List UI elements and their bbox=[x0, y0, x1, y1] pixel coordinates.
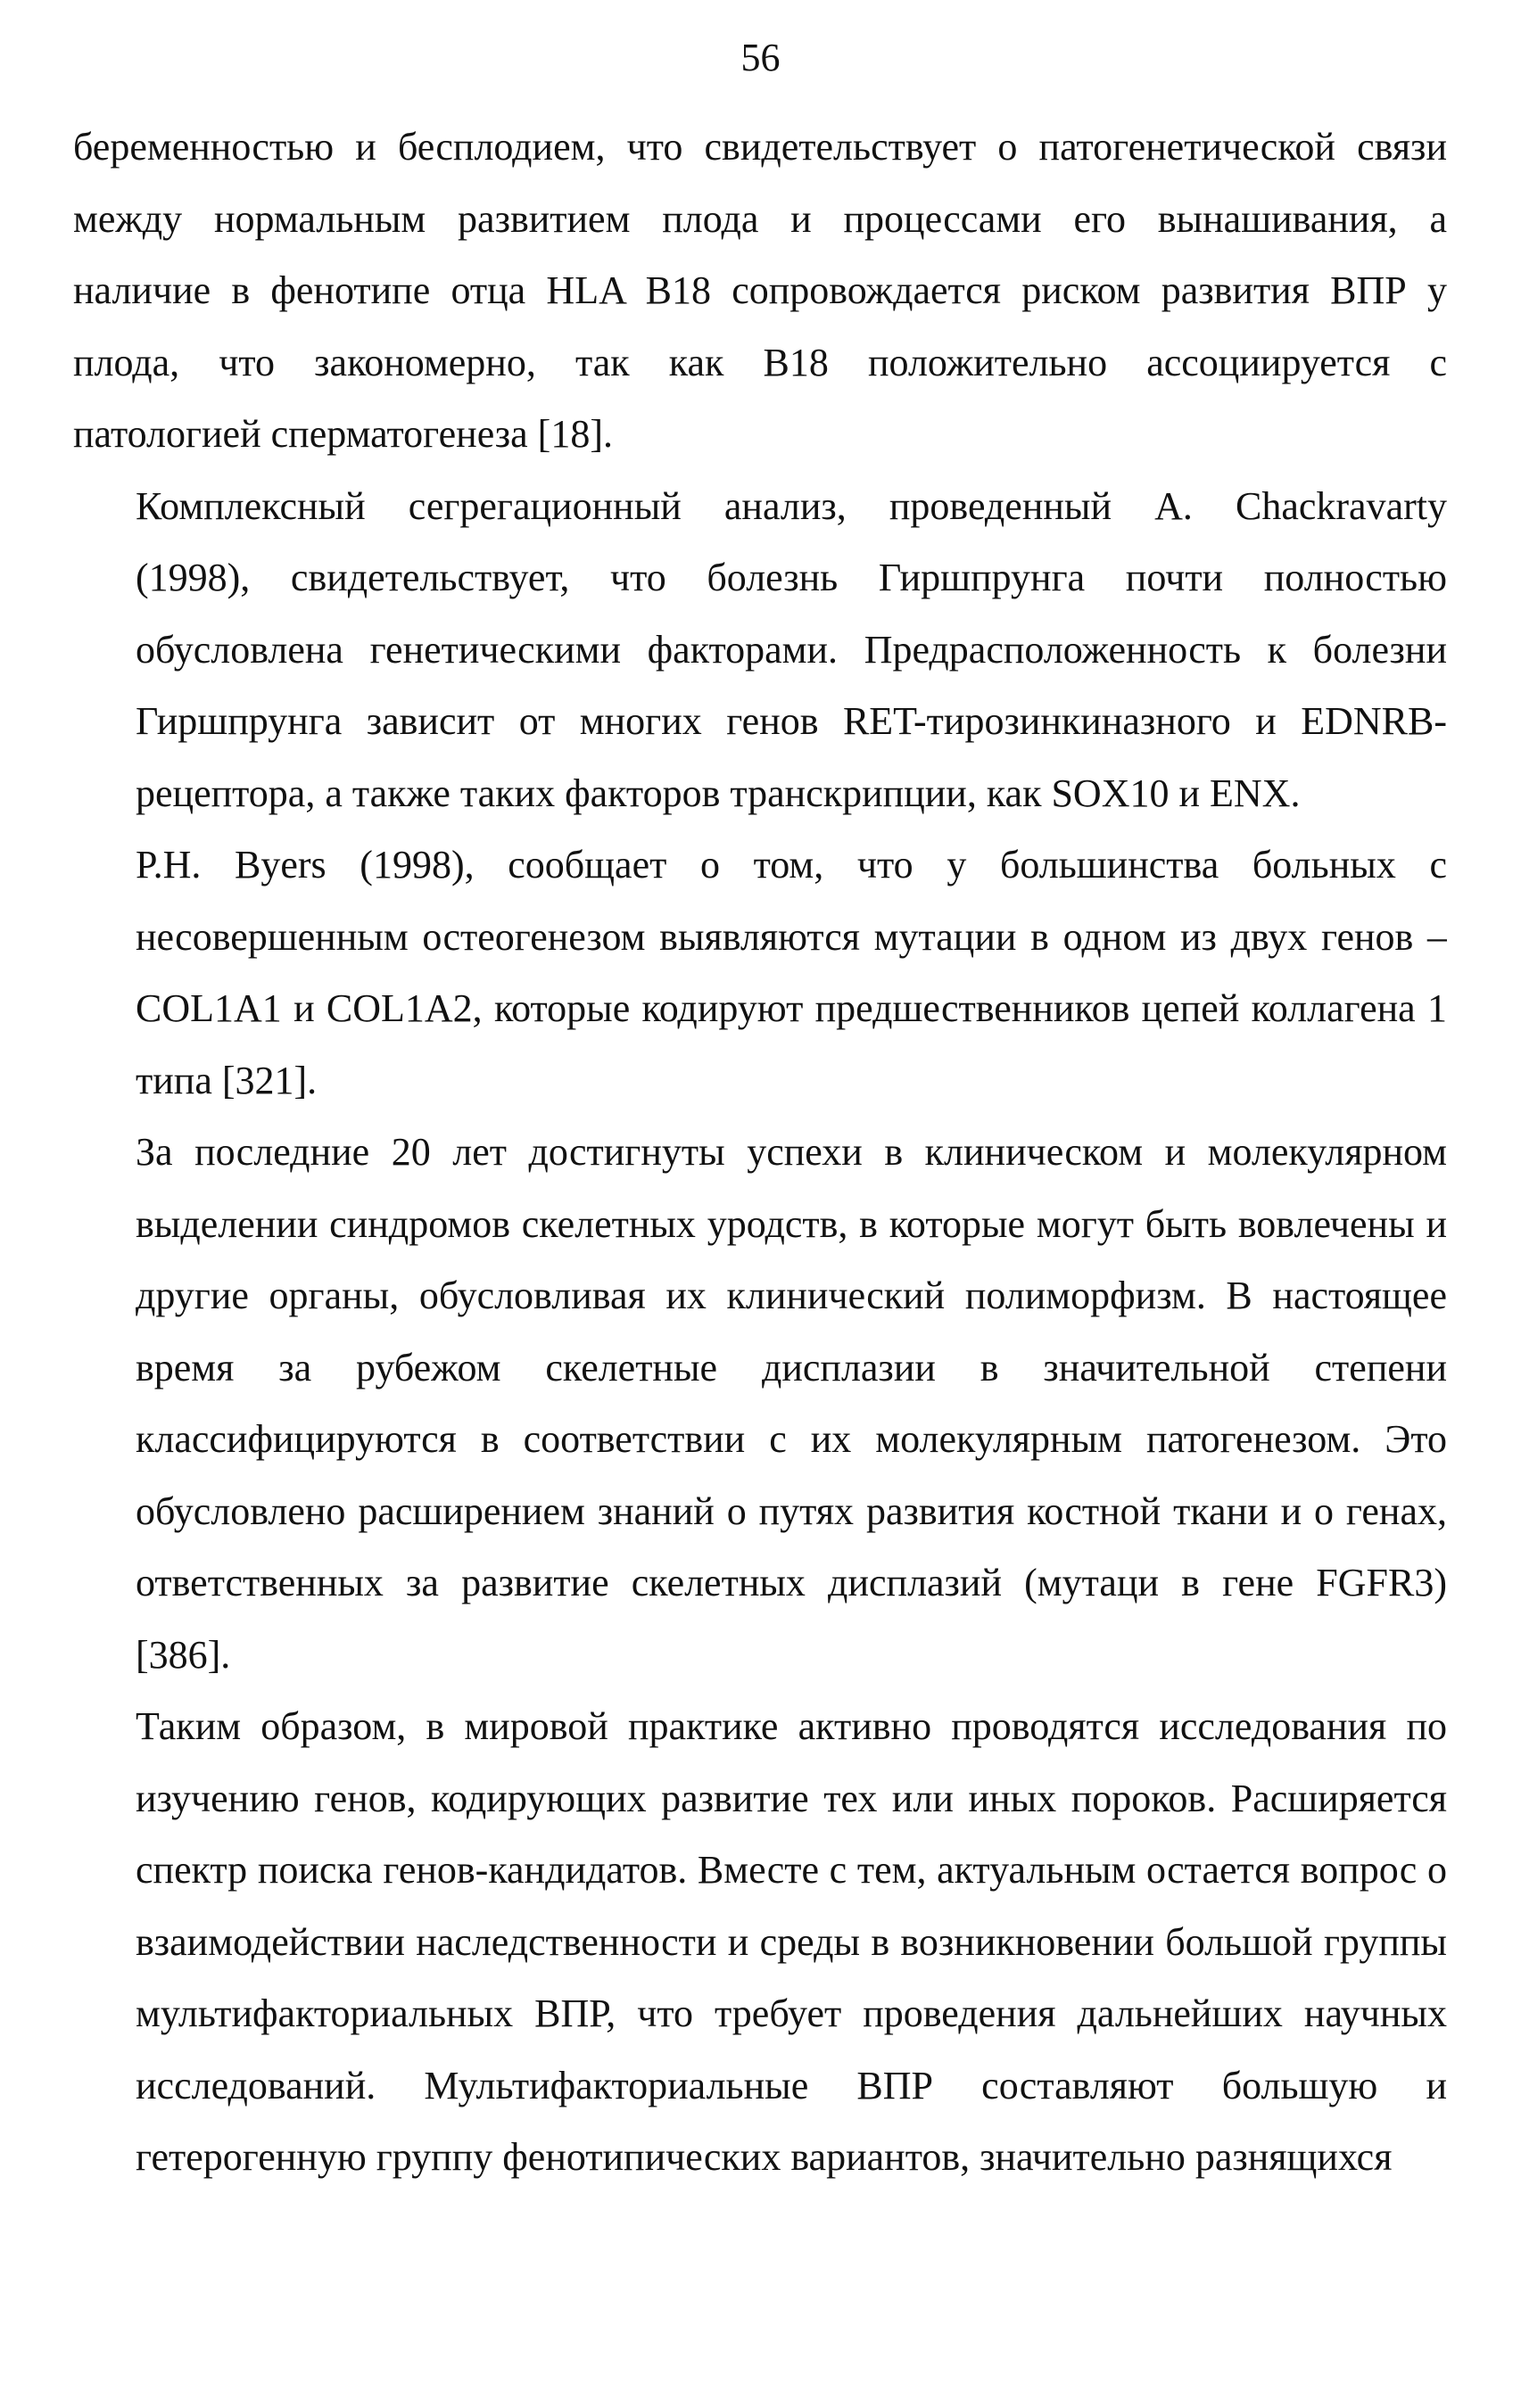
text-line: плода, что закономерно, так как B18 положительно ассоциируется с bbox=[73, 340, 1447, 384]
paragraph bbox=[73, 111, 1447, 471]
text-line: патологией сперматогенеза [18]. bbox=[73, 412, 613, 456]
text-line: другие органы, обусловливая их клинический полиморфизм. В настоящее bbox=[136, 1274, 1447, 1317]
text-line: беременностью и бесплодием, что свидетельствует о патогенетической связи bbox=[73, 125, 1447, 169]
text-line: [386]. bbox=[136, 1632, 231, 1677]
text-line: классифицируются в соответствии с их молекулярным патогенезом. Это bbox=[136, 1417, 1447, 1461]
text-line: гетерогенную группу фенотипических вариантов, значительно разнящихся bbox=[136, 2135, 1393, 2179]
text-line: мультифакториальных ВПР, что требует проведения дальнейших научных bbox=[136, 1992, 1447, 2035]
text-line: ответственных за развитие скелетных дисплазий (мутаци в гене FGFR3) bbox=[136, 1561, 1447, 1604]
text-line: несовершенным остеогенезом выявляются мутации в одном из двух генов – bbox=[136, 914, 1447, 959]
paragraph bbox=[73, 1117, 1447, 1691]
paragraph bbox=[73, 829, 1447, 1117]
text-line: наличие в фенотипе отца HLA B18 сопровождается риском развития ВПР у bbox=[73, 268, 1447, 312]
text-line: исследований. Мультифакториальные ВПР составляют большую и bbox=[136, 2063, 1447, 2107]
text-line: выделении синдромов скелетных уродств, в которые могут быть вовлечены и bbox=[136, 1201, 1447, 1246]
text-line: обусловлено расширением знаний о путях развития костной ткани и о генах, bbox=[136, 1489, 1447, 1533]
text-line: время за рубежом скелетные дисплазии в значительной степени bbox=[136, 1345, 1447, 1390]
text-line: P.H. Byers (1998), сообщает о том, что у большинства больных с bbox=[136, 843, 1447, 887]
text-line: взаимодействии наследственности и среды в возникновении большой группы bbox=[136, 1919, 1447, 1964]
text-line: обусловлена генетическими факторами. Предрасположенность к болезни bbox=[136, 627, 1447, 672]
body-text bbox=[73, 111, 1447, 2194]
text-line: За последние 20 лет достигнуты успехи в клиническом и молекулярном bbox=[136, 1130, 1447, 1174]
text-line: спектр поиска генов-кандидатов. Вместе с тем, актуальным остается вопрос о bbox=[136, 1848, 1447, 1892]
paragraph bbox=[73, 471, 1447, 830]
text-line: Таким образом, в мировой практике активно проводятся исследования по bbox=[136, 1704, 1447, 1748]
text-line: между нормальным развитием плода и процессами его вынашивания, а bbox=[73, 196, 1447, 241]
text-line: типа [321]. bbox=[136, 1058, 318, 1102]
text-line: Гиршпрунга зависит от многих генов RET-тирозинкиназного и EDNRB- bbox=[136, 699, 1447, 743]
text-line: Комплексный сегрегационный анализ, проведенный A. Chackravarty bbox=[136, 483, 1447, 528]
text-line: COL1A1 и COL1A2, которые кодируют предшественников цепей коллагена 1 bbox=[136, 986, 1447, 1030]
text-line: (1998), свидетельствует, что болезнь Гиршпрунга почти полностью bbox=[136, 556, 1447, 599]
text-line: изучению генов, кодирующих развитие тех или иных пороков. Расширяется bbox=[136, 1776, 1447, 1820]
text-line: рецептора, а также таких факторов транскрипции, как SOX10 и ENX. bbox=[136, 771, 1301, 815]
page-number: 56 bbox=[740, 36, 781, 79]
paragraph bbox=[73, 1691, 1447, 2194]
